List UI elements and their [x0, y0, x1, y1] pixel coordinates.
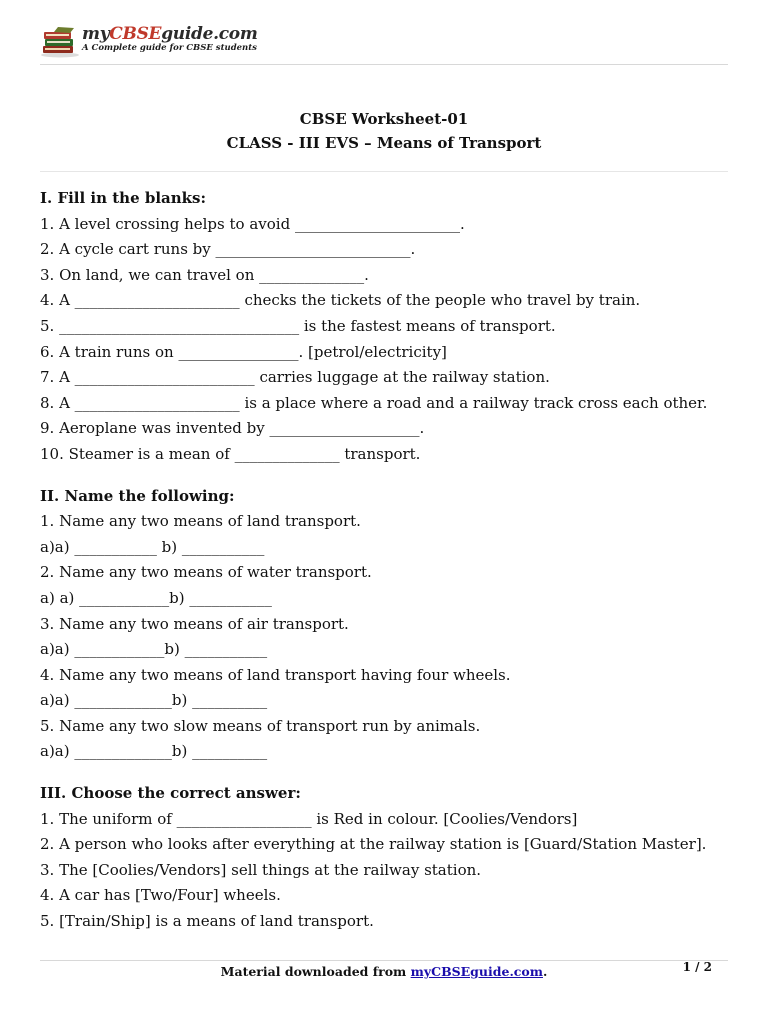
logo-brand-my: my: [82, 24, 110, 44]
question-line: 7. A ________________________ carries luggage at the railway station.: [40, 368, 550, 387]
section-title-fill-blanks: I. Fill in the blanks:: [40, 189, 207, 207]
worksheet-body: [40, 186, 730, 935]
question-line: 8. A ______________________ is a place where a road and a railway track cross each other.: [40, 393, 708, 412]
question-line: 4. Name any two means of land transport having four wheels.: [40, 665, 511, 684]
page-header: [40, 24, 728, 65]
logo-brand: [82, 26, 258, 43]
footer-link[interactable]: myCBSEguide.com: [410, 964, 543, 979]
books-icon: [40, 26, 80, 58]
site-logo[interactable]: [40, 26, 258, 58]
answer-line: a)a) ___________ b) ___________: [40, 537, 265, 556]
answer-line: a) a) ____________b) ___________: [40, 588, 272, 607]
worksheet-title-line-1: CBSE Worksheet-01: [299, 110, 469, 128]
page-footer: [40, 960, 728, 987]
answer-line: a)a) ____________b) ___________: [40, 640, 268, 659]
logo-tagline: A Complete guide for CBSE students: [82, 43, 257, 53]
question-line: 3. Name any two means of air transport.: [40, 614, 349, 633]
worksheet-title-line-2: CLASS - III EVS – Means of Transport: [226, 134, 542, 152]
section-title-name-following: II. Name the following:: [40, 486, 235, 505]
section-title-choose-answer: III. Choose the correct answer:: [40, 784, 301, 803]
question-line: 2. Name any two means of water transport.: [40, 563, 372, 582]
question-line: 10. Steamer is a mean of ______________ transport.: [40, 444, 421, 463]
answer-line: a)a) _____________b) __________: [40, 742, 268, 761]
question-line: 2. A cycle cart runs by __________________________.: [40, 240, 416, 259]
logo-brand-cbse: CBSE: [109, 24, 162, 44]
question-line: 1. Name any two means of land transport.: [40, 512, 361, 531]
question-line: 1. The uniform of __________________ is Red in colour. [Coolies/Vendors]: [40, 809, 578, 828]
title-divider: [40, 171, 728, 172]
logo-brand-suffix: guide.com: [161, 24, 258, 44]
question-line: 6. A train runs on ________________. [petrol/electricity]: [40, 342, 447, 361]
question-line: 4. A car has [Two/Four] wheels.: [40, 886, 281, 905]
footer-text: [40, 964, 728, 979]
worksheet-title: [0, 107, 768, 155]
question-line: 5. [Train/Ship] is a means of land transport.: [40, 912, 374, 931]
footer-suffix: .: [542, 964, 548, 979]
question-line: 3. On land, we can travel on ______________.: [40, 265, 369, 284]
question-line: 4. A ______________________ checks the tickets of the people who travel by train.: [40, 291, 641, 310]
question-line: 9. Aeroplane was invented by ____________________.: [40, 419, 425, 438]
page-number: 1 / 2: [682, 960, 712, 974]
question-line: 1. A level crossing helps to avoid ______________________.: [40, 214, 465, 233]
question-line: 3. The [Coolies/Vendors] sell things at the railway station.: [40, 860, 482, 879]
answer-line: a)a) _____________b) __________: [40, 691, 268, 710]
question-line: 5. Name any two slow means of transport run by animals.: [40, 716, 481, 735]
question-line: 5. ________________________________ is the fastest means of transport.: [40, 316, 556, 335]
footer-prefix: Material downloaded from: [220, 964, 411, 979]
question-line: 2. A person who looks after everything at the railway station is [Guard/Station Master].: [40, 835, 707, 854]
